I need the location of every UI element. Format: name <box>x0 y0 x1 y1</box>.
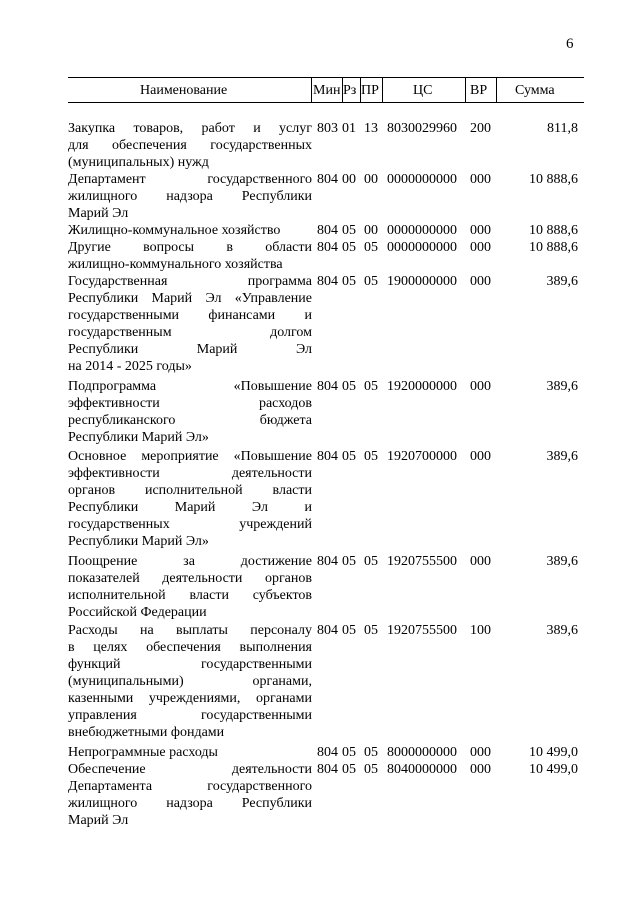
row-sum: 811,8 <box>547 121 578 136</box>
row-pr: 05 <box>364 623 378 638</box>
row-name-line: Марий Эл <box>68 813 129 828</box>
row-name-line: Республики Марий Эл» <box>68 534 209 549</box>
table-row <box>68 239 584 273</box>
row-name-line: внебюджетными фондами <box>68 725 225 740</box>
row-min: 804 <box>317 240 338 255</box>
row-cs: 0000000000 <box>387 223 457 238</box>
row-name <box>68 239 312 273</box>
row-name-line: Обеспечение деятельности <box>68 762 312 777</box>
row-name-line: Подпрограмма «Повышение <box>68 379 312 394</box>
row-rz: 05 <box>342 762 356 777</box>
row-vr: 000 <box>470 223 491 238</box>
row-name-line: управления государственными <box>68 708 312 723</box>
row-sum: 10 499,0 <box>529 762 578 777</box>
table-row <box>68 273 584 375</box>
row-vr: 000 <box>470 745 491 760</box>
row-pr: 00 <box>364 223 378 238</box>
row-sum: 10 888,6 <box>529 172 578 187</box>
row-name-line: эффективности деятельности <box>68 466 312 481</box>
row-min: 804 <box>317 623 338 638</box>
row-pr: 05 <box>364 554 378 569</box>
row-sum: 10 499,0 <box>529 745 578 760</box>
row-name-line: жилищного надзора Республики <box>68 189 312 204</box>
row-sum: 389,6 <box>546 379 578 394</box>
row-min: 804 <box>317 554 338 569</box>
row-cs: 1920000000 <box>387 379 457 394</box>
row-name-line: Непрограммные расходы <box>68 745 218 760</box>
column-divider <box>382 78 383 102</box>
row-name-line: функций государственными <box>68 657 312 672</box>
header-min: Мин <box>313 83 341 98</box>
row-cs: 0000000000 <box>387 172 457 187</box>
row-sum: 389,6 <box>546 274 578 289</box>
row-name-line: Основное мероприятие «Повышение <box>68 449 312 464</box>
row-name-line: республиканского бюджета <box>68 413 312 428</box>
row-name <box>68 744 312 761</box>
row-min: 804 <box>317 449 338 464</box>
row-name-line: Республики Марий Эл «Управление <box>68 291 312 306</box>
column-divider <box>496 78 497 102</box>
row-min: 804 <box>317 274 338 289</box>
row-cs: 8040000000 <box>387 762 457 777</box>
row-min: 804 <box>317 379 338 394</box>
row-vr: 000 <box>470 240 491 255</box>
row-vr: 000 <box>470 172 491 187</box>
row-rz: 05 <box>342 449 356 464</box>
row-name-line: эффективности расходов <box>68 396 312 411</box>
table-row <box>68 171 584 222</box>
row-vr: 000 <box>470 449 491 464</box>
row-name <box>68 273 312 375</box>
row-rz: 05 <box>342 623 356 638</box>
row-name-line: Департамент государственного <box>68 172 312 187</box>
row-name-line: жилищного надзора Республики <box>68 796 312 811</box>
column-divider <box>311 78 312 102</box>
header-vr: ВР <box>470 83 488 98</box>
row-name-line: Республики Марий Эл» <box>68 430 209 445</box>
row-name-line: государственными финансами и <box>68 308 312 323</box>
row-pr: 05 <box>364 745 378 760</box>
row-name-line: казенными учреждениями, органами <box>68 691 312 706</box>
row-name <box>68 761 312 829</box>
row-min: 804 <box>317 172 338 187</box>
row-name <box>68 120 312 171</box>
row-name-line: исполнительной власти субъектов <box>68 588 312 603</box>
row-name-line: (муниципальными) органами, <box>68 674 312 689</box>
row-name-line: в целях обеспечения выполнения <box>68 640 312 655</box>
row-name <box>68 448 312 550</box>
row-pr: 00 <box>364 172 378 187</box>
row-sum: 10 888,6 <box>529 240 578 255</box>
row-cs: 1920755500 <box>387 623 457 638</box>
header-sum: Сумма <box>515 83 555 98</box>
row-name-line: государственным долгом <box>68 325 312 340</box>
row-vr: 000 <box>470 554 491 569</box>
row-pr: 05 <box>364 762 378 777</box>
table-row <box>68 761 584 829</box>
row-name-line: жилищно-коммунального хозяйства <box>68 257 283 272</box>
row-pr: 05 <box>364 274 378 289</box>
row-name-line: (муниципальных) нужд <box>68 155 209 170</box>
row-rz: 05 <box>342 379 356 394</box>
row-rz: 05 <box>342 240 356 255</box>
row-name <box>68 378 312 446</box>
row-cs: 0000000000 <box>387 240 457 255</box>
row-name-line: Российской Федерации <box>68 605 207 620</box>
row-rz: 05 <box>342 745 356 760</box>
row-min: 804 <box>317 223 338 238</box>
row-name-line: Поощрение за достижение <box>68 554 312 569</box>
table-row <box>68 120 584 171</box>
row-name-line: Марий Эл <box>68 206 129 221</box>
row-name-line: на 2014 - 2025 годы» <box>68 359 192 374</box>
header-pr: ПР <box>361 83 379 98</box>
row-name-line: Жилищно-коммунальное хозяйство <box>68 223 281 238</box>
row-vr: 000 <box>470 379 491 394</box>
header-top-rule <box>68 77 584 78</box>
row-pr: 05 <box>364 449 378 464</box>
row-name-line: Расходы на выплаты персоналу <box>68 623 312 638</box>
row-name <box>68 222 312 239</box>
page-number: 6 <box>566 36 574 52</box>
row-cs: 1920755500 <box>387 554 457 569</box>
header-name: Наименование <box>140 83 228 98</box>
row-rz: 01 <box>342 121 356 136</box>
row-name-line: Другие вопросы в области <box>68 240 312 255</box>
row-sum: 389,6 <box>546 449 578 464</box>
row-name-line: Республики Марий Эл и <box>68 500 312 515</box>
row-name-line: показателей деятельности органов <box>68 571 312 586</box>
row-name-line: органов исполнительной власти <box>68 483 312 498</box>
row-rz: 00 <box>342 172 356 187</box>
row-sum: 10 888,6 <box>529 223 578 238</box>
row-vr: 000 <box>470 274 491 289</box>
row-cs: 1920700000 <box>387 449 457 464</box>
row-name-line: государственных учреждений <box>68 517 312 532</box>
row-cs: 1900000000 <box>387 274 457 289</box>
row-name-line: Закупка товаров, работ и услуг <box>68 121 312 136</box>
row-name-line: Департамента государственного <box>68 779 312 794</box>
table-row <box>68 553 584 621</box>
table-row <box>68 622 584 741</box>
row-sum: 389,6 <box>546 554 578 569</box>
row-min: 804 <box>317 745 338 760</box>
column-divider <box>465 78 466 102</box>
table-row <box>68 378 584 446</box>
row-cs: 8030029960 <box>387 121 457 136</box>
row-pr: 13 <box>364 121 378 136</box>
row-rz: 05 <box>342 223 356 238</box>
row-min: 803 <box>317 121 338 136</box>
row-min: 804 <box>317 762 338 777</box>
header-rz: Рз <box>343 83 357 98</box>
row-name-line: Республики Марий Эл <box>68 342 312 357</box>
row-name-line: для обеспечения государственных <box>68 138 312 153</box>
header-bottom-rule <box>68 102 584 103</box>
row-name <box>68 553 312 621</box>
row-rz: 05 <box>342 554 356 569</box>
table-row <box>68 448 584 550</box>
header-cs: ЦС <box>413 83 433 98</box>
row-rz: 05 <box>342 274 356 289</box>
row-pr: 05 <box>364 379 378 394</box>
row-pr: 05 <box>364 240 378 255</box>
table-row <box>68 222 584 239</box>
row-vr: 200 <box>470 121 491 136</box>
row-name <box>68 171 312 222</box>
row-vr: 000 <box>470 762 491 777</box>
row-name-line: Государственная программа <box>68 274 312 289</box>
row-name <box>68 622 312 741</box>
row-sum: 389,6 <box>546 623 578 638</box>
table-row <box>68 744 584 761</box>
row-vr: 100 <box>470 623 491 638</box>
row-cs: 8000000000 <box>387 745 457 760</box>
